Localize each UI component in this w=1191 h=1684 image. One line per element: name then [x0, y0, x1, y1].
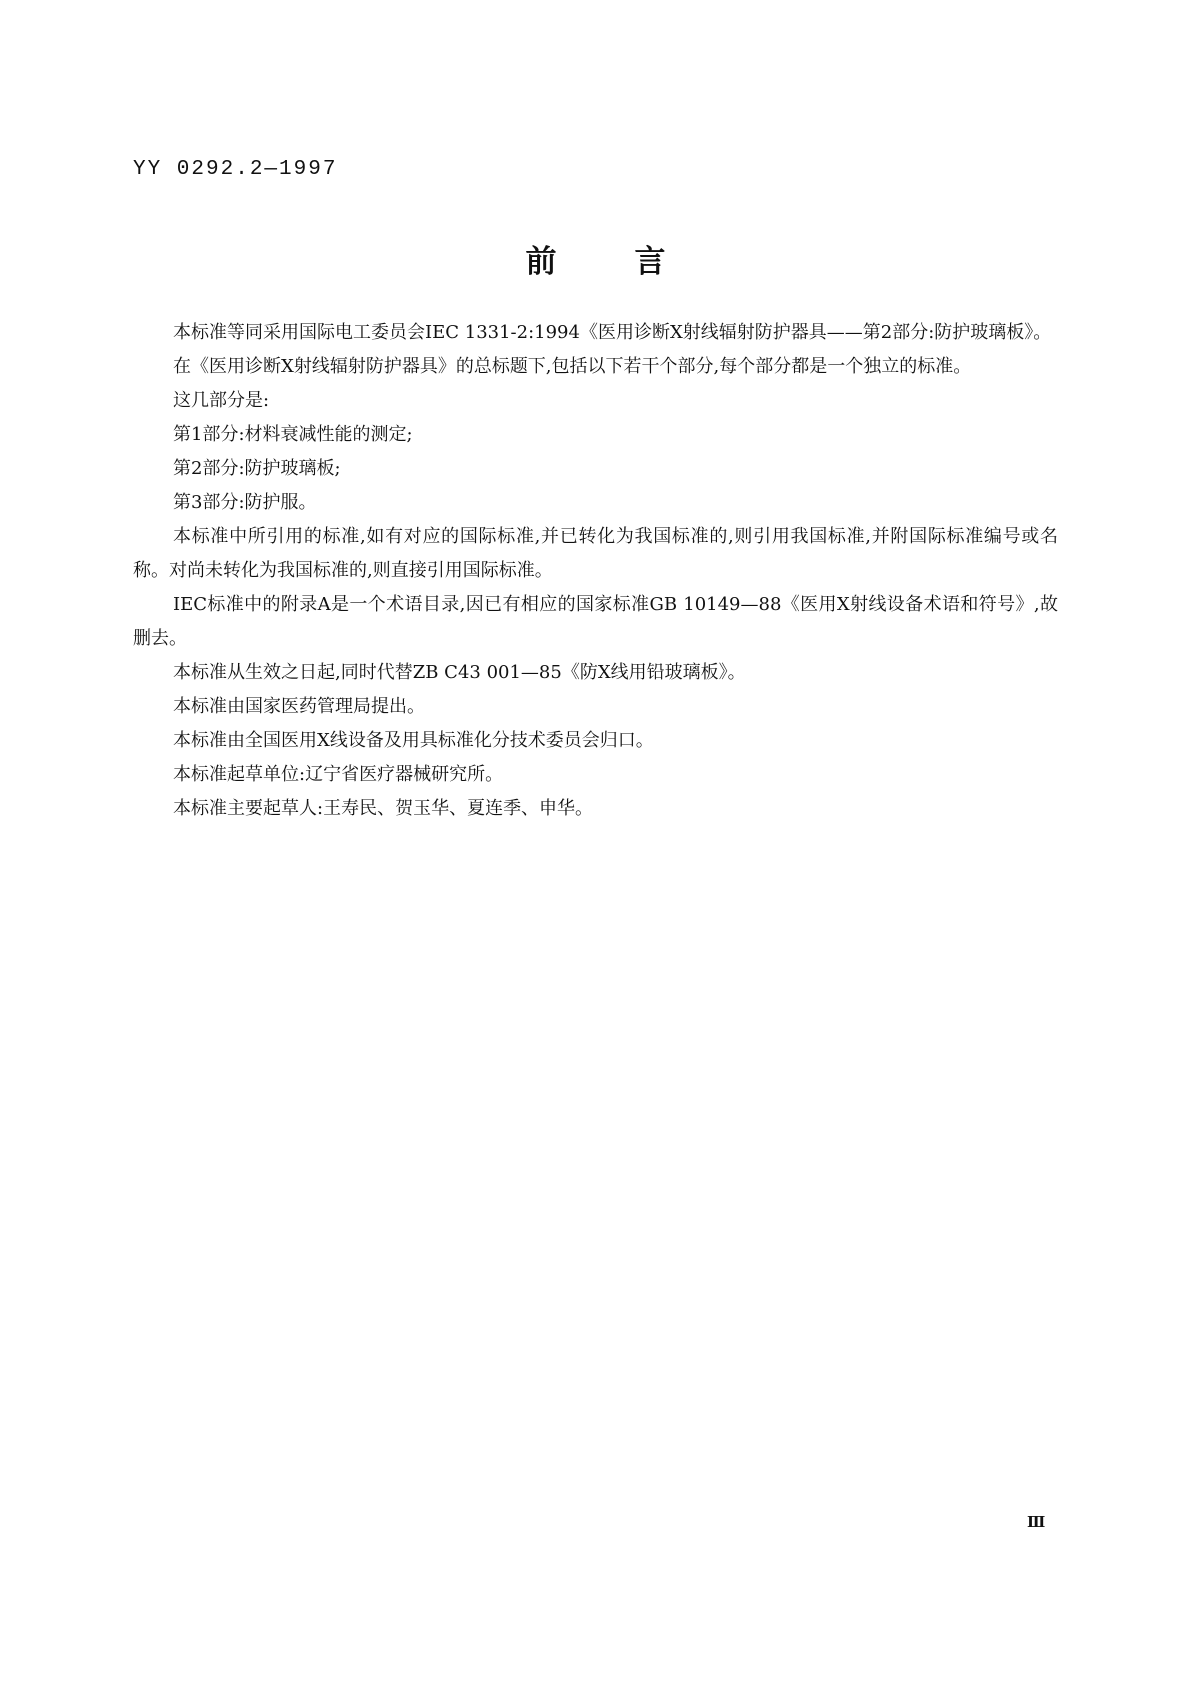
standard-code: YY 0292.2—1997	[133, 158, 338, 181]
paragraph-drafters: 本标准主要起草人:王寿民、贺玉华、夏连季、申华。	[173, 798, 594, 819]
list-item-part-3: 第3部分:防护服。	[173, 492, 317, 513]
paragraph-parts-intro: 这几部分是:	[173, 390, 270, 411]
paragraph-series-overview: 在《医用诊断X射线辐射防护器具》的总标题下,包括以下若干个部分,每个部分都是一个独立的标准。	[173, 356, 972, 377]
paragraph-adoption: 本标准等同采用国际电工委员会IEC 1331-2:1994《医用诊断X射线辐射防护器具——第2部分:防护玻璃板》。	[173, 322, 1052, 343]
foreword-body	[133, 316, 1058, 826]
list-item-part-2: 第2部分:防护玻璃板;	[173, 458, 341, 479]
paragraph-annex-a: IEC标准中的附录A是一个术语目录,因已有相应的国家标准GB 10149—88《医用X射线设备术语和符号》,故删去。	[133, 594, 1058, 649]
paragraph-proposed-by: 本标准由国家医药管理局提出。	[173, 696, 425, 717]
paragraph-drafting-unit: 本标准起草单位:辽宁省医疗器械研究所。	[173, 764, 504, 785]
page-number: Ⅲ	[1027, 1513, 1046, 1531]
page-title: 前言	[525, 244, 744, 280]
paragraph-referenced-standards: 本标准中所引用的标准,如有对应的国际标准,并已转化为我国标准的,则引用我国标准,并附国际标准编号或名称。对尚未转化为我国标准的,则直接引用国际标准。	[133, 526, 1058, 581]
paragraph-supersedes: 本标准从生效之日起,同时代替ZB C43 001—85《防X线用铅玻璃板》。	[173, 662, 746, 683]
list-item-part-1: 第1部分:材料衰减性能的测定;	[173, 424, 413, 445]
paragraph-centralized-by: 本标准由全国医用X线设备及用具标准化分技术委员会归口。	[173, 730, 654, 751]
